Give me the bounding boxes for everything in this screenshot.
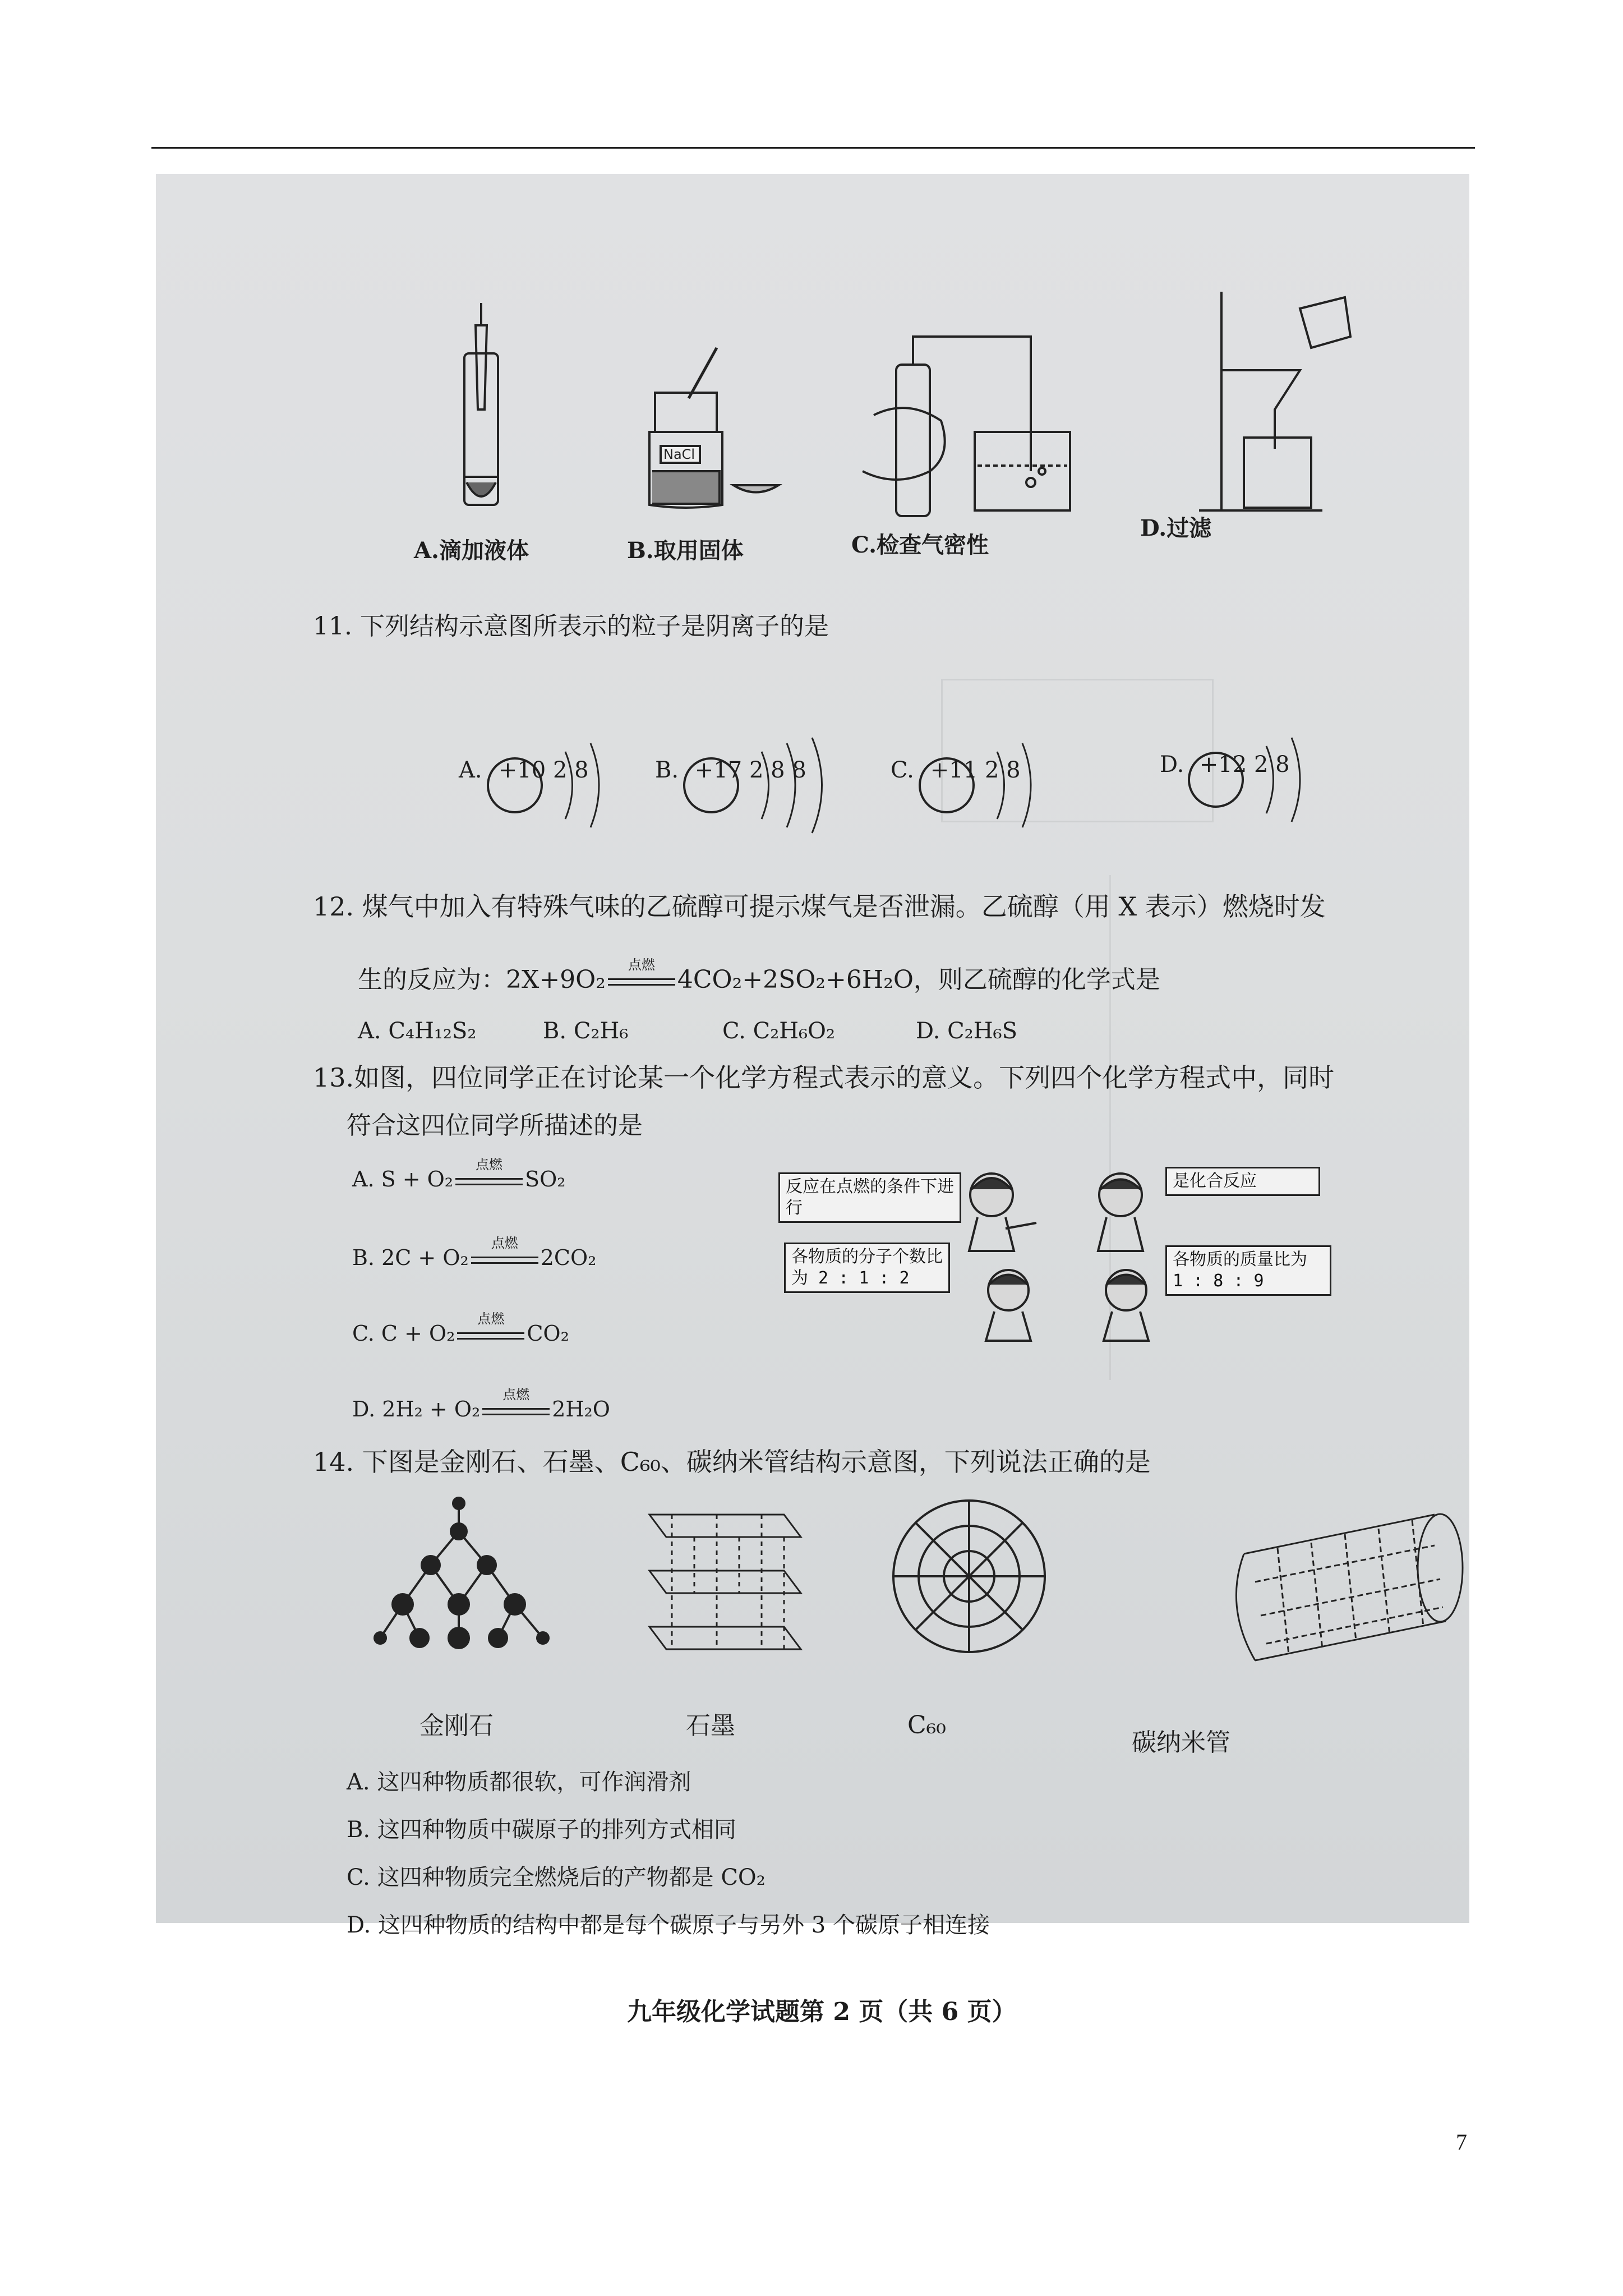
- q13-stem-line2: 符合这四位同学所描述的是: [347, 1111, 643, 1140]
- q12-reactants: 生的反应为：2X+9O₂: [358, 965, 606, 994]
- q11-option-c-letter: C.: [891, 757, 914, 783]
- label-c60: C₆₀: [907, 1711, 946, 1740]
- graphite-structure-icon: [649, 1515, 801, 1649]
- carbon-allotropes-illustration: [380, 1492, 1474, 1694]
- reaction-arrow: [608, 956, 675, 993]
- electron-shells: 2 8: [985, 757, 1021, 783]
- q11-option-b-letter: B.: [655, 757, 679, 783]
- q14-option-c: C. 这四种物质完全燃烧后的产物都是 CO₂: [347, 1865, 766, 1890]
- q12-stem-line1: 12. 煤气中加入有特殊气味的乙硫醇可提示煤气是否泄漏。乙硫醇（用 X 表示）燃烧时发: [313, 891, 1326, 922]
- reaction-arrow: [457, 1310, 524, 1347]
- diamond-structure-icon: [375, 1498, 548, 1648]
- reaction-condition: 点燃: [491, 1235, 518, 1251]
- equation-right: 2CO₂: [540, 1245, 597, 1270]
- caption-b: B.取用固体: [627, 537, 744, 564]
- atom-diagram-c: [891, 735, 1059, 836]
- q13-option-d: [352, 1386, 610, 1423]
- q11-option-a-letter: A.: [459, 757, 482, 783]
- student-boy-icon: [1098, 1174, 1143, 1251]
- atom-diagram-a: [459, 735, 627, 836]
- caption-d: D.过滤: [1140, 515, 1212, 541]
- label-diamond: 金刚石: [419, 1711, 494, 1740]
- q13-stem-line1: 13.如图，四位同学正在讨论某一个化学方程式表示的意义。下列四个化学方程式中，同时: [313, 1062, 1335, 1093]
- reaction-condition: 点燃: [502, 1386, 530, 1402]
- q13-option-a: [352, 1156, 566, 1193]
- equation-left: C. C + O₂: [352, 1321, 455, 1346]
- equation-left: A. S + O₂: [352, 1167, 454, 1191]
- equation-left: D. 2H₂ + O₂: [352, 1397, 481, 1421]
- q12-products: 4CO₂+2SO₂+6H₂O，则乙硫醇的化学式是: [677, 965, 1160, 994]
- exam-photo: [156, 174, 1469, 2026]
- q12-stem-line2: [358, 956, 1160, 995]
- speech-bubble-combination: 是化合反应: [1165, 1167, 1320, 1196]
- q12-option-d: D. C₂H₆S: [916, 1018, 1018, 1044]
- q11-option-d-letter: D.: [1160, 752, 1184, 777]
- students-illustration: [952, 1161, 1165, 1346]
- reaction-condition: 点燃: [476, 1156, 503, 1172]
- atom-structure-icon: [913, 735, 1053, 836]
- q12-option-a: A. C₄H₁₂S₂: [358, 1018, 477, 1044]
- reagent-bottle-icon: [649, 348, 778, 508]
- reaction-condition: 点燃: [628, 956, 655, 973]
- atom-structure-icon: [481, 735, 621, 836]
- electron-shells: 2 8: [1254, 752, 1290, 777]
- nucleus-charge: +10: [498, 757, 546, 783]
- dropper-test-tube-icon: [464, 303, 498, 505]
- reaction-arrow: [482, 1386, 550, 1423]
- page-footer: 九年级化学试题第 2 页（共 6 页）: [627, 1998, 1017, 2026]
- q11-stem: 11. 下列结构示意图所表示的粒子是阴离子的是: [313, 612, 829, 641]
- q14-stem: 14. 下图是金刚石、石墨、C₆₀、碳纳米管结构示意图，下列说法正确的是: [313, 1447, 1151, 1477]
- atom-diagram-b: [655, 735, 868, 836]
- atom-structure-icon: [677, 735, 857, 836]
- speech-bubble-molecule-ratio: 各物质的分子个数比为 2 : 1 : 2: [784, 1243, 950, 1293]
- caption-a: A.滴加液体: [414, 537, 529, 564]
- electron-shells: 2 8 8: [749, 757, 806, 783]
- c60-fullerene-icon: [893, 1501, 1045, 1652]
- q13-option-b: [352, 1235, 597, 1271]
- page-number: 7: [1456, 2129, 1467, 2155]
- student-boy-icon: [986, 1270, 1031, 1341]
- electron-shells: 2 8: [553, 757, 589, 783]
- speech-bubble-mass-ratio: 各物质的质量比为 1 : 8 : 9: [1165, 1245, 1331, 1296]
- carbon-nanotube-icon: [1236, 1514, 1463, 1660]
- label-nanotube: 碳纳米管: [1132, 1728, 1230, 1757]
- nucleus-charge: +11: [930, 757, 978, 783]
- equation-left: B. 2C + O₂: [352, 1245, 469, 1270]
- q12-option-c: C. C₂H₆O₂: [722, 1018, 835, 1044]
- reaction-arrow: [455, 1156, 523, 1193]
- reaction-arrow: [471, 1235, 538, 1271]
- equation-right: 2H₂O: [552, 1397, 610, 1421]
- airtightness-check-icon: [863, 337, 1070, 516]
- label-graphite: 石墨: [686, 1711, 735, 1740]
- nucleus-charge: +17: [694, 757, 743, 783]
- q14-option-d: D. 这四种物质的结构中都是每个碳原子与另外 3 个碳原子相连接: [347, 1912, 990, 1938]
- student-girl-icon: [969, 1174, 1036, 1251]
- nucleus-charge: +12: [1199, 752, 1247, 777]
- filtration-setup-icon: [1199, 292, 1350, 510]
- q14-option-a: A. 这四种物质都很软，可作润滑剂: [347, 1769, 691, 1795]
- q14-option-b: B. 这四种物质中碳原子的排列方式相同: [347, 1817, 736, 1843]
- nacl-label: NaCl: [663, 447, 695, 462]
- atom-diagram-d: [1160, 729, 1328, 830]
- q13-option-c: [352, 1310, 569, 1347]
- reaction-condition: 点燃: [477, 1310, 505, 1327]
- caption-c: C.检查气密性: [851, 532, 989, 558]
- atom-structure-icon: [1182, 729, 1322, 830]
- equation-right: CO₂: [527, 1321, 569, 1346]
- equation-right: SO₂: [525, 1167, 566, 1191]
- student-boy-icon: [1104, 1270, 1149, 1341]
- speech-bubble-condition: 反应在点燃的条件下进行: [778, 1172, 961, 1223]
- top-rule: [151, 147, 1475, 149]
- apparatus-illustrations: [448, 286, 1457, 656]
- q12-option-b: B. C₂H₆: [543, 1018, 629, 1044]
